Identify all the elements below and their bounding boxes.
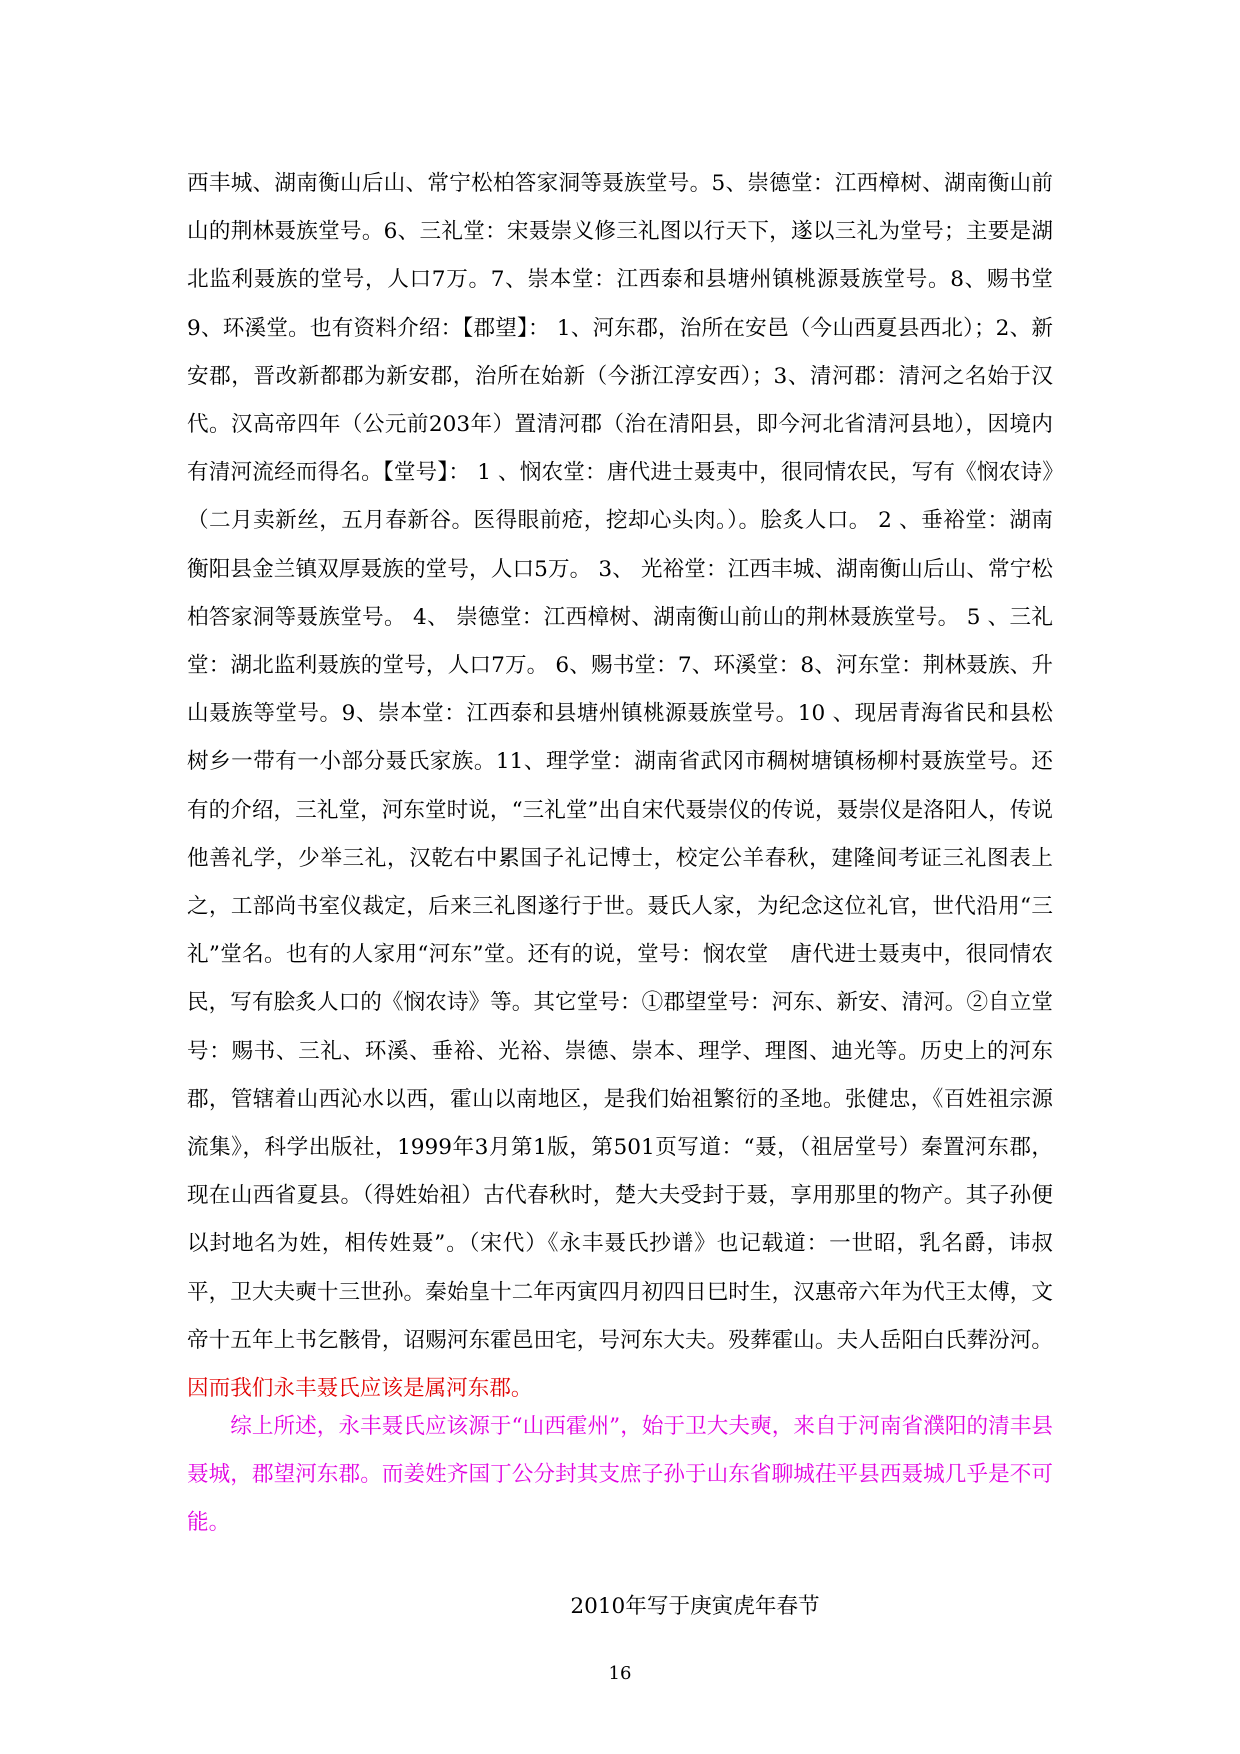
signature-line: 2010年写于庚寅虎年春节 [570,1594,820,1619]
conclusion-paragraph: 综上所述，永丰聂氏应该源于“山西霍州”，始于卫大夫奭，来自于河南省濮阳的清丰县聂城，郡望河东郡。而姜姓齐国丁公分封其支庶子孙于山东省聊城茌平县西聂城几乎是不可能。 [187,1414,1053,1536]
red-emphasis-sentence: 因而我们永丰聂氏应该是属河东郡。 [187,1376,533,1402]
main-paragraph-text: 西丰城、湖南衡山后山、常宁松柏答家洞等聂族堂号。5、崇德堂：江西樟树、湖南衡山前山的荆林聂族堂号。6、三礼堂：宋聂崇义修三礼图以行天下，遂以三礼为堂号；主要是湖北监利聂族的堂号，人口7万。7、崇本堂：江西泰和县塘州镇桃源聂族堂号。8、赐书堂 9、环溪堂。也有资料介绍：【郡望】： 1、河东郡，治所在安邑（今山西夏县西北）；2、新安郡，晋改新都郡为新安郡，治所在始新（今浙江淳安西）；3、清河郡：清河之名始于汉代。汉高帝四年（公元前203年）置清河郡（治在清阳县，即今河北省清河县地），因境内有清河流经而得名。【堂号】： 1 、悯农堂：唐代进士聂夷中，很同情农民，写有《悯农诗》（二月卖新丝，五月春新谷。医得眼前疮，挖却心头肉。）。脍炙人口。 2 、垂裕堂：湖南衡阳县金兰镇双厚聂族的堂号，人口5万。 3、 光裕堂：江西丰城、湖南衡山后山、常宁松柏答家洞等聂族堂号。 4、 崇德堂：江西樟树、湖南衡山前山的荆林聂族堂号。 5 、三礼堂：湖北监利聂族的堂号，人口7万。 6、赐书堂：7、环溪堂：8、河东堂：荆林聂族、升山聂族等堂号。9、崇本堂：江西泰和县塘州镇桃源聂族堂号。10 、现居青海省民和县松树乡一带有一小部分聂氏家族。11、理学堂：湖南省武冈市稠树塘镇杨柳村聂族堂号。还有的介绍，三礼堂，河东堂时说，“三礼堂”出自宋代聂崇仪的传说，聂崇仪是洛阳人，传说他善礼学，少举三礼，汉乾右中累国子礼记博士，校定公羊春秋，建隆间考证三礼图表上之，工部尚书室仪裁定，后来三礼图遂行于世。聂氏人家，为纪念这位礼官，世代沿用“三礼”堂名。也有的人家用“河东”堂。还有的说，堂号：悯农堂 唐代进士聂夷中，很同情农民，写有脍炙人口的《悯农诗》等。其它堂号：①郡望堂号：河东、新安、清河。②自立堂号：赐书、三礼、环溪、垂裕、光裕、崇德、崇本、理学、理图、迪光等。历史上的河东郡，管辖着山西沁水以西，霍山以南地区，是我们始祖繁衍的圣地。张健忠，《百姓祖宗源流集》，科学出版社，1999年3月第1版，第501页写道：“聂，（祖居堂号）秦置河东郡，现在山西省夏县。（得姓始祖）古代春秋时，楚大夫受封于聂，享用那里的物产。其子孙便以封地名为姓，相传姓聂”。（宋代）《永丰聂氏抄谱》也记载道：一世昭，乳名爵，讳叔平，卫大夫奭十三世孙。秦始皇十二年丙寅四月初四日巳时生，汉惠帝六年为代王太傅，文帝十五年上书乞骸骨，诏赐河东霍邑田宅，号河东大夫。殁葬霍山。夫人岳阳白氏葬汾河。 [187,171,1053,1353]
page-number: 16 [608,1663,632,1684]
main-paragraph [187,160,1053,1413]
